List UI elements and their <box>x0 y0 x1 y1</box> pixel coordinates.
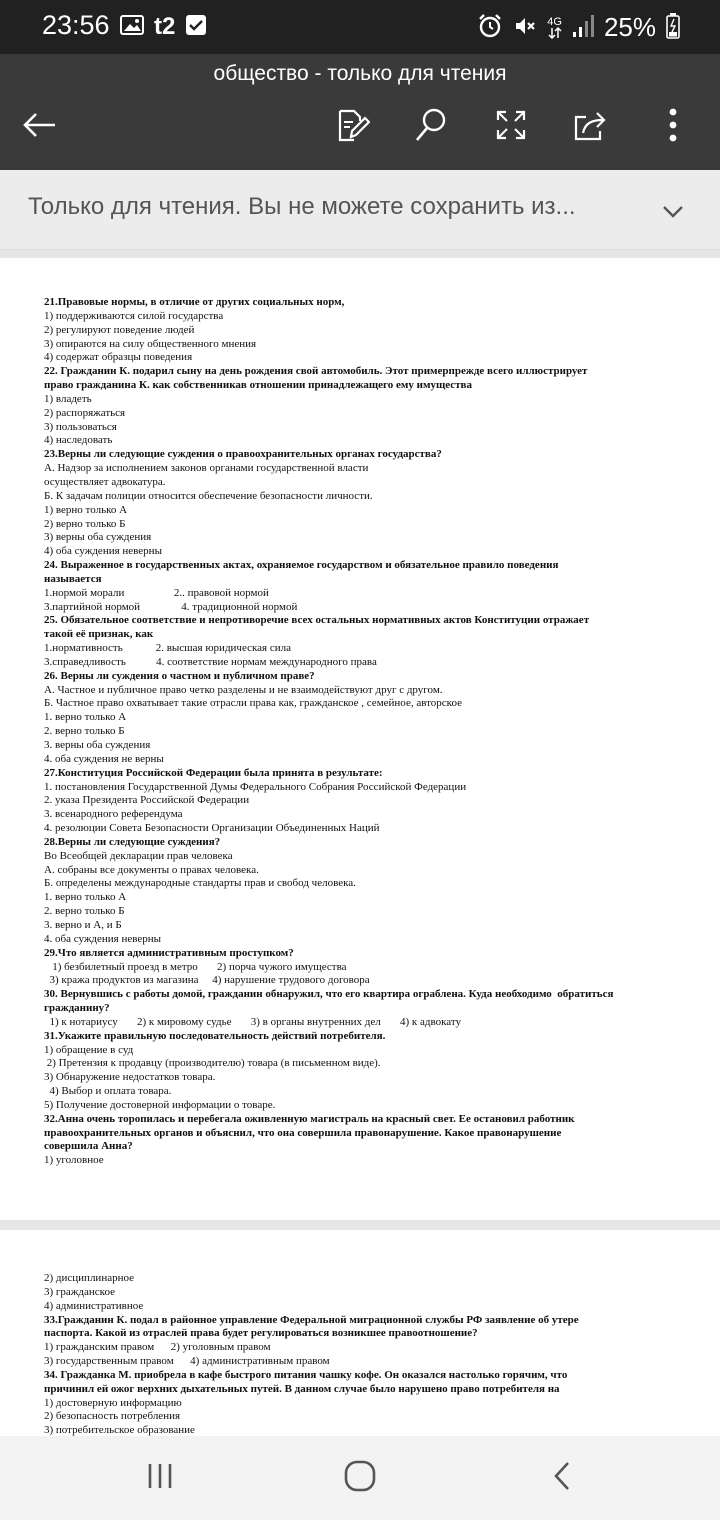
question-text: правоохранительных органов и объяснил, что она совершила правонарушение. Какое правонарушение <box>44 1126 562 1139</box>
answer-option: 1) владеть <box>44 392 92 405</box>
home-icon <box>344 1460 376 1496</box>
system-nav-bar <box>0 1436 720 1520</box>
read-only-message: Только для чтения. Вы не можете сохранить из... <box>28 193 576 220</box>
status-right-icons <box>477 12 680 43</box>
question-text: 32.Анна очень торопилась и перебегала оживленную магистраль на красный свет. Ее остановил работник <box>44 1112 575 1125</box>
answer-option: Б. Частное право охватывает такие отрасли права как, гражданское , семейное, авторское <box>44 697 462 710</box>
question-text: 33.Гражданин К. подал в районное управление Федеральной миграционной службы РФ заявление об утере <box>44 1313 579 1326</box>
question-text: 31.Укажите правильную последовательность действий потребителя. <box>44 1029 386 1042</box>
search-icon <box>414 107 448 147</box>
answer-option: 2) Претензия к продавцу (производителю) товара (в письменном виде). <box>44 1057 381 1070</box>
answer-option: 1) уголовное <box>44 1154 104 1167</box>
answer-option: 1) поддерживаются силой государства <box>44 309 224 322</box>
answer-option: 2) регулируют поведение людей <box>44 323 195 336</box>
answer-option: 1.нормативность 2. высшая юридическая сила <box>44 642 292 655</box>
answer-option: 1. верно только А <box>44 891 127 904</box>
signal-icon <box>572 14 594 42</box>
answer-option: 2. указа Президента Российской Федерации <box>44 794 250 807</box>
back-arrow-icon <box>21 111 57 143</box>
back-button[interactable] <box>16 104 62 150</box>
nav-back-button[interactable] <box>540 1456 584 1500</box>
document-page-1 <box>0 258 720 1220</box>
status-bar <box>0 0 720 54</box>
answer-option: А. Надзор за исполнением законов органами государственной власти <box>44 462 369 475</box>
chevron-down-icon[interactable] <box>658 196 688 226</box>
share-button[interactable] <box>568 104 614 150</box>
answer-option: 3) потребительское образование <box>44 1424 195 1436</box>
answer-option: 2) безопасность потребления <box>44 1410 181 1423</box>
document-title: общество - только для чтения <box>213 62 507 85</box>
answer-option: 1) достоверную информацию <box>44 1396 182 1409</box>
question-text: 21.Правовые нормы, в отличие от других социальных норм, <box>44 296 345 308</box>
answer-option: А. собраны все документы о правах человека. <box>44 863 259 876</box>
answer-option: 4) оба суждения неверны <box>44 545 162 558</box>
answer-option: 1.нормой морали 2.. правовой нормой <box>44 586 269 599</box>
read-only-banner[interactable] <box>0 170 720 250</box>
question-text: 22. Гражданин К. подарил сыну на день рождения свой автомобиль. Этот примерпрежде всего иллюстрирует <box>44 365 588 378</box>
carrier-label: t2 <box>154 13 176 40</box>
answer-option: осуществляет адвокатура. <box>44 475 166 488</box>
fullscreen-icon <box>495 109 527 145</box>
answer-option: 2) дисциплинарное <box>44 1272 134 1284</box>
answer-option: 1) верно только А <box>44 503 128 516</box>
answer-option: 1. верно только А <box>44 711 127 724</box>
answer-option: 4) Выбор и оплата товара. <box>44 1085 172 1098</box>
answer-option: 1) безбилетный проезд в метро 2) порча чужого имущества <box>44 960 347 973</box>
battery-percent: 25% <box>603 12 656 42</box>
fullscreen-button[interactable] <box>488 104 534 150</box>
answer-option: 3) Обнаружение недостатков товара. <box>44 1071 216 1084</box>
battery-icon <box>666 13 680 43</box>
network-label: 4G <box>547 15 562 28</box>
question-text: такой её признак, как <box>44 628 154 641</box>
document-viewer[interactable] <box>0 250 720 1436</box>
page-1-text <box>44 296 684 1168</box>
answer-option: 2) распоряжаться <box>44 406 126 419</box>
share-icon <box>573 109 609 145</box>
question-text: паспорта. Какой из отраслей права будет регулироваться возникшее правоотношение? <box>44 1327 478 1340</box>
status-time: 23:56 <box>42 10 110 40</box>
mute-icon <box>513 14 537 42</box>
status-left-icons <box>120 14 207 40</box>
question-text: гражданину? <box>44 1002 110 1015</box>
answer-option: 4) наследовать <box>44 434 113 447</box>
question-text: право гражданина К. как собственникав отношении принадлежащего ему имущества <box>44 379 472 392</box>
answer-option: 4. резолюции Совета Безопасности Организации Объединенных Наций <box>44 822 380 835</box>
question-text: 28.Верны ли следующие суждения? <box>44 835 221 848</box>
app-bar <box>0 54 720 170</box>
question-text: 24. Выраженное в государственных актах, охраняемое государством и обязательное правило поведения <box>44 559 559 572</box>
question-text: 34. Гражданка М. приобрела в кафе быстрого питания чашку кофе. Он оказался настолько горячим, что <box>44 1368 568 1381</box>
answer-option: 4) содержат образцы поведения <box>44 351 193 364</box>
recents-icon <box>145 1462 175 1494</box>
answer-option: 3) пользоваться <box>44 420 117 433</box>
answer-option: 1) гражданским правом 2) уголовным правом <box>44 1341 271 1354</box>
answer-option: 3) гражданское <box>44 1285 115 1298</box>
answer-option: 3.справедливость 4. соответствие нормам международного права <box>44 655 377 668</box>
question-text: 27.Конституция Российской Федерации была принята в результате: <box>44 766 383 779</box>
question-text: называется <box>44 572 102 585</box>
question-text: причинил ей ожог верхних дыхательных путей. В данном случае было нарушено право потребителя на <box>44 1382 560 1395</box>
alarm-icon <box>477 13 503 43</box>
network-type <box>547 17 562 39</box>
answer-option: 1) обращение в суд <box>44 1043 134 1056</box>
image-icon <box>120 14 144 40</box>
answer-option: 2. верно только Б <box>44 725 125 738</box>
home-button[interactable] <box>338 1456 382 1500</box>
answer-option: 3. верно и А, и Б <box>44 918 122 931</box>
answer-option: 1. постановления Государственной Думы Федерального Собрания Российской Федерации <box>44 780 467 793</box>
question-text: 30. Вернувшись с работы домой, гражданин обнаружил, что его квартира ограблена. Куда необходимо обратиться <box>44 988 614 1001</box>
answer-option: 3) опираются на силу общественного мнения <box>44 337 257 350</box>
answer-option: 1) к нотариусу 2) к мировому судье 3) в органы внутренних дел 4) к адвокату <box>44 1015 462 1028</box>
question-text: 29.Что является административным проступком? <box>44 946 294 959</box>
page-2-text <box>44 1272 684 1436</box>
question-text: совершила Анна? <box>44 1140 133 1153</box>
answer-option: 3) государственным правом 4) административным правом <box>44 1355 330 1368</box>
edit-button[interactable] <box>330 104 376 150</box>
question-text: 23.Верны ли следующие суждения о правоохранительных органах государства? <box>44 448 442 461</box>
question-text: 26. Верны ли суждения о частном и публичном праве? <box>44 669 315 682</box>
answer-option: 5) Получение достоверной информации о товаре. <box>44 1098 276 1111</box>
document-page-2 <box>0 1230 720 1436</box>
recents-button[interactable] <box>138 1456 182 1500</box>
answer-option: 3. верны оба суждения <box>44 739 151 751</box>
answer-option: 3. всенародного референдума <box>44 808 183 821</box>
question-text: 25. Обязательное соответствие и непротиворечие всех остальных нормативных актов Конституции отражает <box>44 614 590 627</box>
answer-option: 2) верно только Б <box>44 517 126 530</box>
more-vert-icon <box>668 108 678 146</box>
answer-option: Б. определены международные стандарты прав и свобод человека. <box>44 877 356 890</box>
answer-option: 3) верны оба суждения <box>44 531 152 544</box>
answer-option: Во Всеобщей декларации прав человека <box>44 849 233 862</box>
answer-option: 3) кража продуктов из магазина 4) нарушение трудового договора <box>44 974 370 987</box>
answer-option: 4. оба суждения не верны <box>44 752 164 765</box>
nav-back-icon <box>551 1461 573 1495</box>
edit-icon <box>336 107 370 147</box>
answer-option: 2. верно только Б <box>44 905 125 918</box>
search-button[interactable] <box>408 104 454 150</box>
more-options-button[interactable] <box>650 104 696 150</box>
answer-option: А. Частное и публичное право четко разделены и не взаимодействуют друг с другом. <box>44 683 443 696</box>
answer-option: 4. оба суждения неверны <box>44 932 162 945</box>
checkbox-icon <box>185 14 207 40</box>
answer-option: 3.партийной нормой 4. традиционной нормой <box>44 600 298 613</box>
answer-option: 4) административное <box>44 1299 144 1312</box>
answer-option: Б. К задачам полиции относится обеспечение безопасности личности. <box>44 489 373 502</box>
